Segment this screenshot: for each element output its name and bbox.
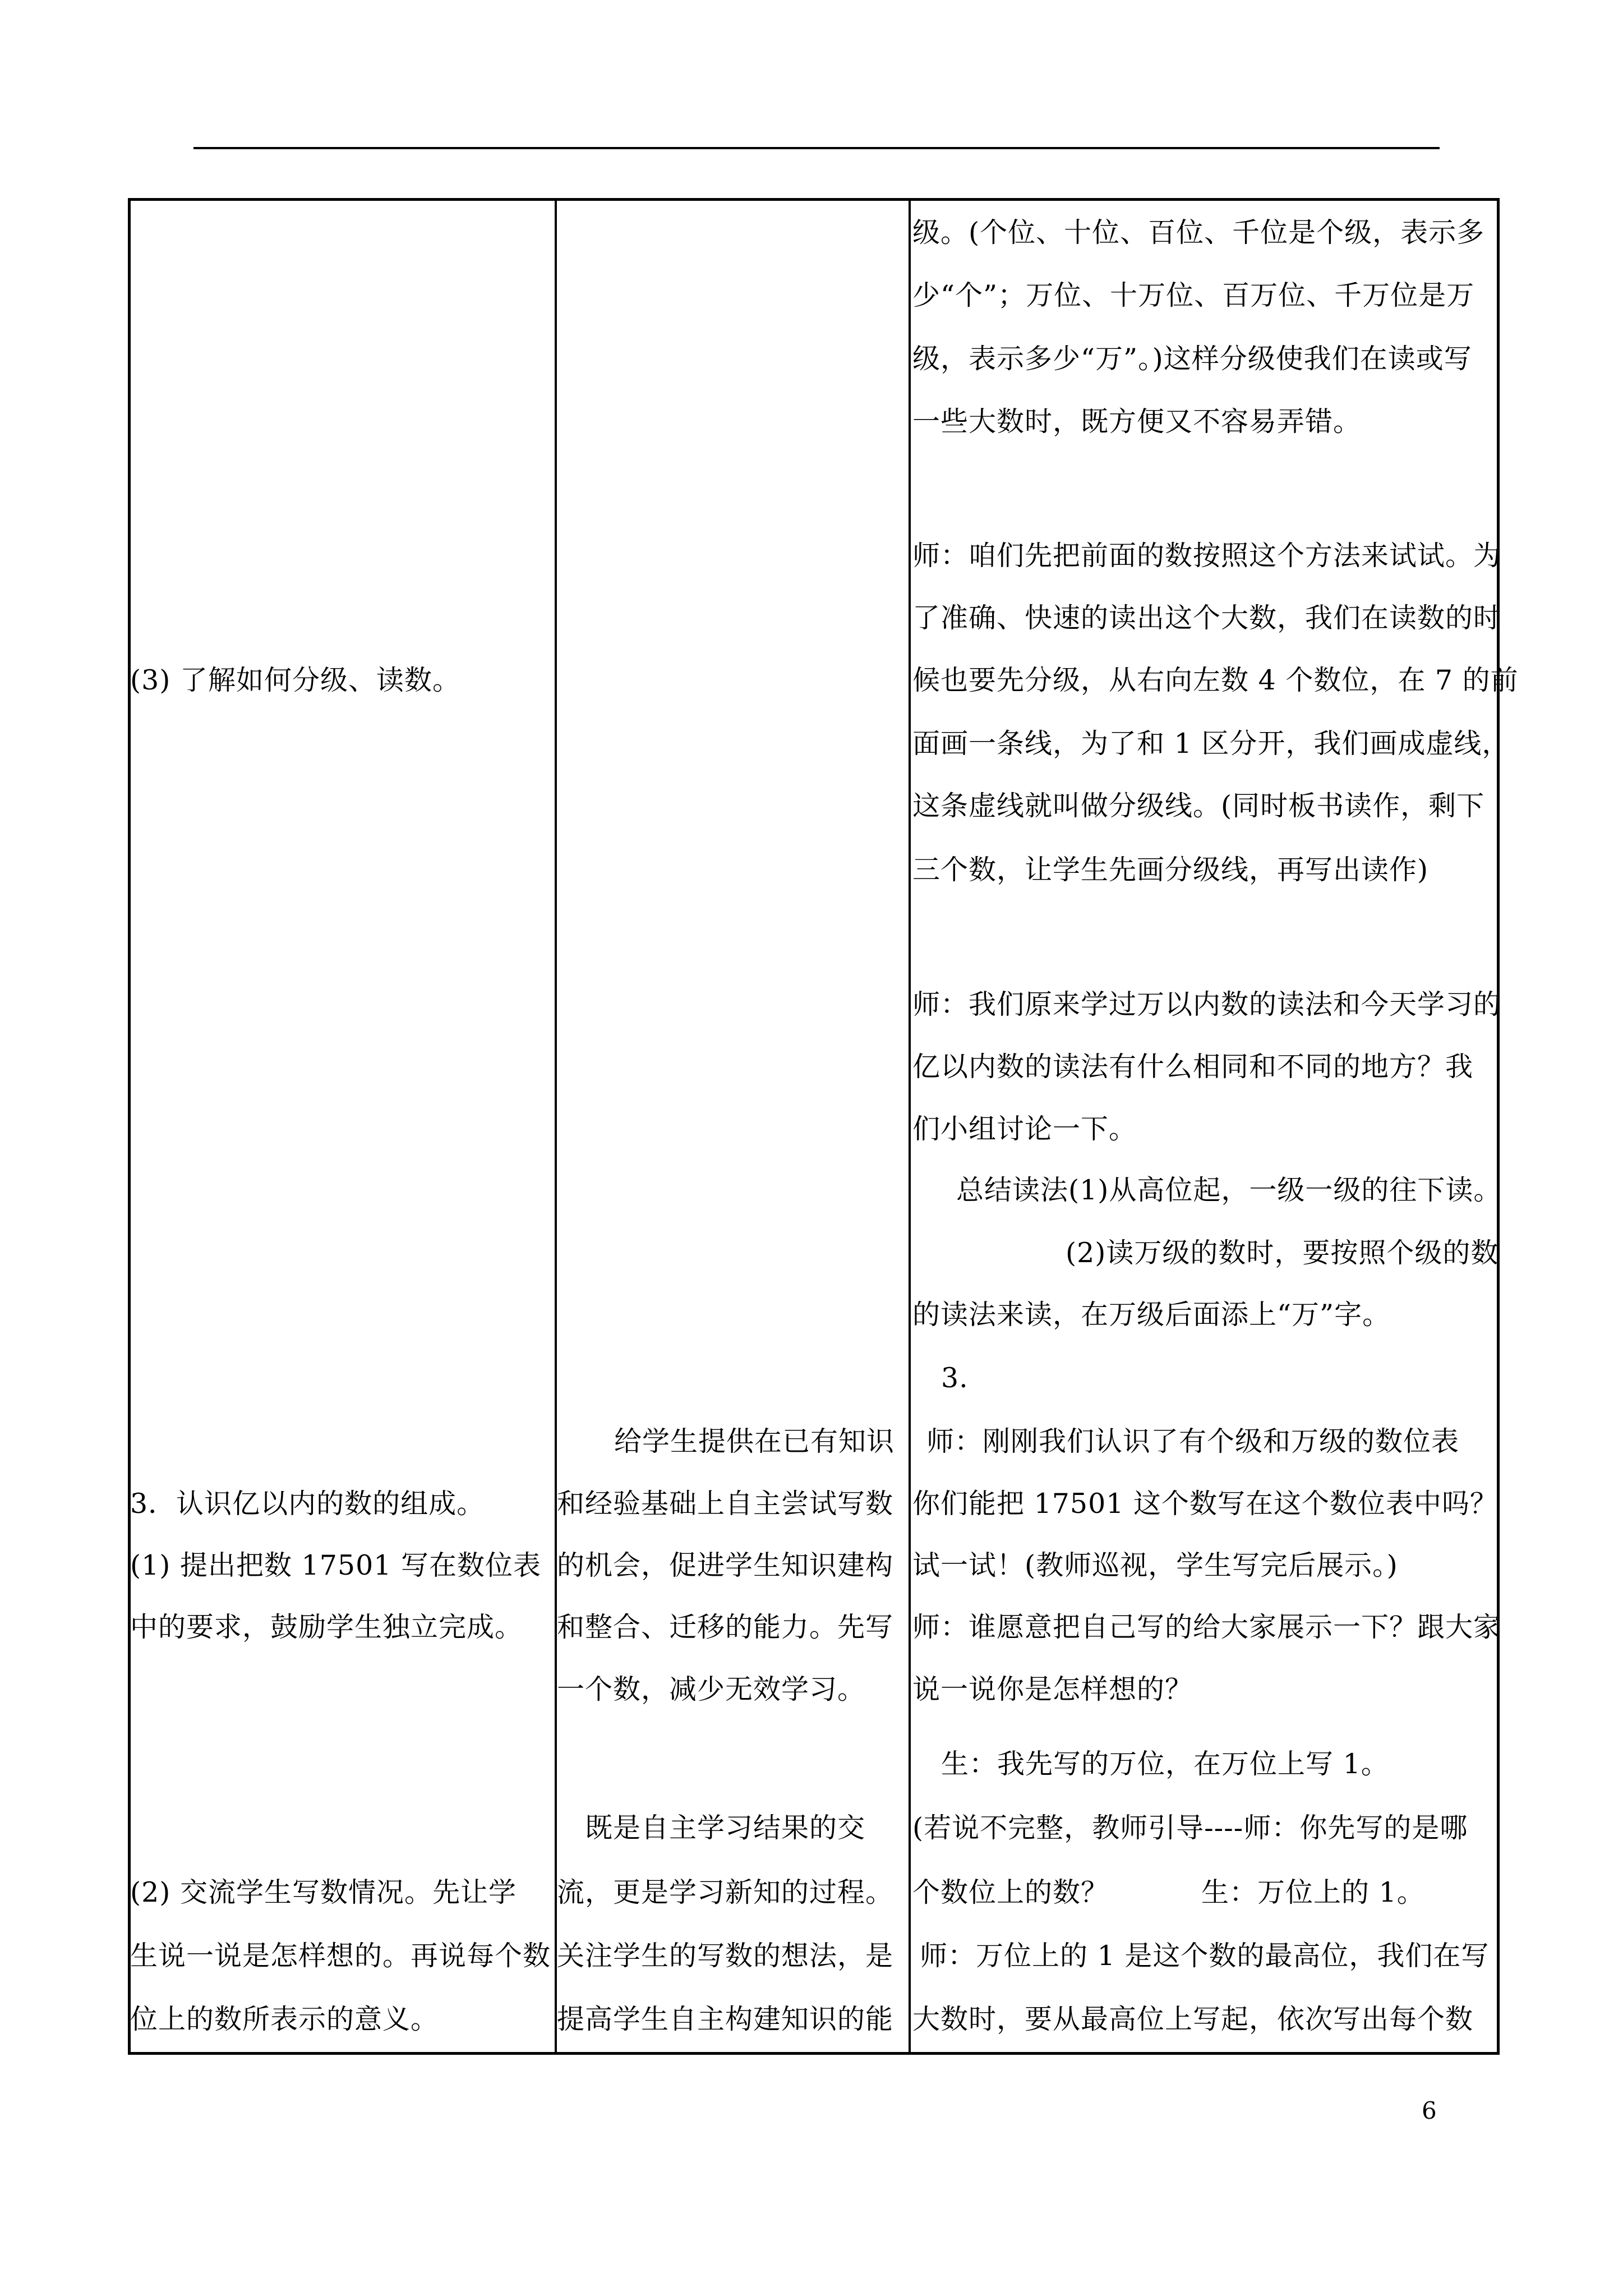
col2-line: 和整合、迁移的能力。先写 bbox=[557, 1611, 894, 1643]
col2-line: 既是自主学习结果的交 bbox=[585, 1812, 866, 1844]
col3-line: 师：谁愿意把自己写的给大家展示一下？跟大家 bbox=[912, 1611, 1502, 1643]
col3-line: 一些大数时，既方便又不容易弄错。 bbox=[912, 406, 1362, 438]
col3-line: 生：我先写的万位，在万位上写 1。 bbox=[941, 1748, 1389, 1780]
col3-line: 了准确、快速的读出这个大数，我们在读数的时 bbox=[912, 602, 1502, 634]
col1-line: (1) 提出把数 17501 写在数位表 bbox=[130, 1549, 542, 1581]
col3-line: 3. bbox=[941, 1362, 969, 1394]
col3-line: 亿以内数的读法有什么相同和不同的地方？我 bbox=[912, 1051, 1474, 1083]
col3-line: 个数位上的数？ bbox=[912, 1876, 1109, 1908]
col3-line: 你们能把 17501 这个数写在这个数位表中吗？ bbox=[912, 1488, 1498, 1520]
col3-line: 级。(个位、十位、百位、千位是个级，表示多 bbox=[912, 217, 1485, 249]
page-number: 6 bbox=[1422, 2097, 1437, 2124]
col1-line: (3) 了解如何分级、读数。 bbox=[130, 664, 460, 696]
col3-line: 大数时，要从最高位上写起，依次写出每个数 bbox=[912, 2003, 1474, 2035]
col3-line: 少“个”；万位、十万位、百万位、千万位是万 bbox=[912, 279, 1475, 311]
col1-line: (2) 交流学生写数情况。先让学 bbox=[130, 1876, 517, 1908]
col3-line: 师：万位上的 1 是这个数的最高位，我们在写 bbox=[920, 1940, 1490, 1972]
col3-line: (2)读万级的数时，要按照个级的数 bbox=[1066, 1237, 1499, 1269]
col2-line: 流，更是学习新知的过程。 bbox=[557, 1876, 894, 1908]
col3-line: 生：万位上的 1。 bbox=[1201, 1876, 1425, 1908]
col1-line: 位上的数所表示的意义。 bbox=[130, 2003, 439, 2035]
column-divider-2 bbox=[909, 198, 911, 2055]
col3-line: 的读法来读，在万级后面添上“万”字。 bbox=[912, 1299, 1391, 1331]
col2-line: 关注学生的写数的想法，是 bbox=[557, 1940, 894, 1972]
col3-line: 试一试！(教师巡视，学生写完后展示。) bbox=[912, 1549, 1398, 1581]
column-divider-1 bbox=[555, 198, 557, 2055]
col3-line: 们小组讨论一下。 bbox=[912, 1113, 1137, 1145]
col3-line: 级，表示多少“万”。)这样分级使我们在读或写 bbox=[912, 343, 1472, 375]
col3-line: 候也要先分级，从右向左数 4 个数位，在 7 的前 bbox=[912, 664, 1519, 696]
col1-line: 3．认识亿以内的数的组成。 bbox=[130, 1488, 485, 1520]
col2-line: 提高学生自主构建知识的能 bbox=[557, 2003, 894, 2035]
col3-line: 总结读法(1)从高位起，一级一级的往下读。 bbox=[956, 1174, 1502, 1206]
col1-line: 中的要求，鼓励学生独立完成。 bbox=[130, 1611, 523, 1643]
col1-line: 生说一说是怎样想的。再说每个数 bbox=[130, 1940, 551, 1972]
col2-line: 给学生提供在已有知识 bbox=[614, 1425, 895, 1457]
col3-line: 这条虚线就叫做分级线。(同时板书读作，剩下 bbox=[912, 790, 1485, 822]
col3-line: 三个数，让学生先画分级线，再写出读作) bbox=[912, 854, 1429, 886]
col3-line: 师：我们原来学过万以内数的读法和今天学习的 bbox=[912, 988, 1502, 1020]
col3-line: 说一说你是怎样想的？ bbox=[912, 1673, 1193, 1705]
col3-line: (若说不完整，教师引导----师：你先写的是哪 bbox=[912, 1812, 1468, 1844]
col2-line: 的机会，促进学生知识建构 bbox=[557, 1549, 894, 1581]
header-rule bbox=[193, 147, 1440, 149]
col3-line: 师：刚刚我们认识了有个级和万级的数位表 bbox=[926, 1425, 1460, 1457]
col2-line: 一个数，减少无效学习。 bbox=[557, 1673, 866, 1705]
col2-line: 和经验基础上自主尝试写数 bbox=[557, 1488, 894, 1520]
col3-line: 面画一条线，为了和 1 区分开，我们画成虚线， bbox=[912, 728, 1510, 760]
col3-line: 师：咱们先把前面的数按照这个方法来试试。为 bbox=[912, 540, 1502, 572]
